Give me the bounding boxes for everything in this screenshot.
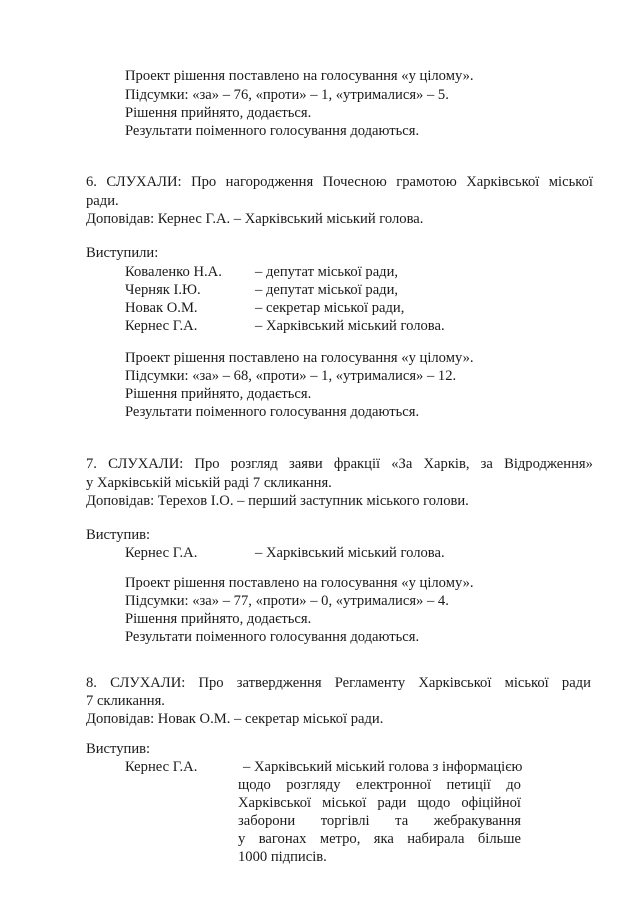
- word: більше: [477, 831, 521, 847]
- item-8-speaker: Доповідав: Новак О.М. – секретар міської ради.: [86, 711, 384, 727]
- speaker-role-line: 1000 підписів.: [238, 849, 327, 865]
- word: міської: [548, 174, 593, 190]
- speakers-heading: Виступили:: [86, 245, 159, 261]
- item-8-heading-cont: 7 скликання.: [86, 693, 165, 709]
- results-note: Результати поіменного голосування додаються.: [125, 123, 420, 139]
- word: Регламенту: [334, 675, 406, 691]
- word: ради: [561, 675, 591, 691]
- vote-results: Підсумки: «за» – 68, «проти» – 1, «утрималися» – 12.: [125, 368, 457, 384]
- speaker-role-line: [238, 776, 521, 794]
- item-6-speaker: Доповідав: Кернес Г.А. – Харківський міський голова.: [86, 211, 424, 227]
- word: торгівлі: [320, 813, 370, 829]
- word: заяви: [288, 456, 323, 472]
- decision-text: Рішення прийнято, додається.: [125, 386, 312, 402]
- word: Про: [191, 174, 217, 190]
- speaker-name: Кернес Г.А.: [125, 318, 198, 334]
- word: метро,: [319, 831, 361, 847]
- word: 6.: [86, 174, 97, 190]
- speaker-role-line: [238, 794, 521, 812]
- results-note: Результати поіменного голосування додаються.: [125, 404, 420, 420]
- speaker-role-line: [238, 830, 521, 848]
- vote-text: Проект рішення поставлено на голосування «у цілому».: [125, 350, 474, 366]
- speaker-role: – Харківський міський голова.: [255, 318, 445, 334]
- speaker-name: Кернес Г.А.: [125, 545, 198, 561]
- speakers-heading: Виступив:: [86, 741, 151, 757]
- item-7-heading-cont: у Харківській міській раді 7 скликання.: [86, 475, 332, 491]
- word: у: [238, 831, 246, 847]
- word: заборони: [238, 813, 296, 829]
- word: щодо: [238, 777, 271, 793]
- vote-text: Проект рішення поставлено на голосування «у цілому».: [125, 68, 474, 84]
- word: Почесною: [322, 174, 387, 190]
- word: офіційної: [461, 795, 521, 811]
- word: СЛУХАЛИ:: [106, 174, 182, 190]
- speaker-role-line: – Харківський міський голова з інформацією: [243, 759, 523, 775]
- word: до: [506, 777, 521, 793]
- word: Про: [194, 456, 220, 472]
- word: Харківської: [466, 174, 540, 190]
- word: за: [480, 456, 493, 472]
- word: жебракування: [433, 813, 521, 829]
- word: міської: [322, 795, 367, 811]
- vote-text: Проект рішення поставлено на голосування «у цілому».: [125, 575, 474, 591]
- word: Про: [198, 675, 224, 691]
- speaker-name: Новак О.М.: [125, 300, 198, 316]
- speaker-name: Черняк І.Ю.: [125, 282, 201, 298]
- word: вагонах: [258, 831, 307, 847]
- word: розгляд: [230, 456, 278, 472]
- speakers-heading: Виступив:: [86, 527, 151, 543]
- vote-results: Підсумки: «за» – 77, «проти» – 0, «утрималися» – 4.: [125, 593, 449, 609]
- word: фракції: [333, 456, 381, 472]
- speaker-role: – депутат міської ради,: [255, 282, 399, 298]
- word: міської: [504, 675, 549, 691]
- word: розгляду: [286, 777, 341, 793]
- decision-text: Рішення прийнято, додається.: [125, 105, 312, 121]
- word: Харківської: [238, 795, 312, 811]
- word: СЛУХАЛИ:: [110, 675, 186, 691]
- speaker-role: – секретар міської ради,: [255, 300, 405, 316]
- word: Харків,: [423, 456, 470, 472]
- item-6-heading: [86, 173, 593, 191]
- item-7-heading: [86, 455, 593, 473]
- speaker-name: Кернес Г.А.: [125, 759, 198, 775]
- item-7-speaker: Доповідав: Терехов І.О. – перший заступник міського голови.: [86, 493, 469, 509]
- speaker-name: Коваленко Н.А.: [125, 264, 222, 280]
- word: набирала: [407, 831, 465, 847]
- results-note: Результати поіменного голосування додаються.: [125, 629, 420, 645]
- word: електронної: [355, 777, 432, 793]
- decision-text: Рішення прийнято, додається.: [125, 611, 312, 627]
- speaker-role: – депутат міської ради,: [255, 264, 399, 280]
- word: затвердження: [236, 675, 322, 691]
- word: щодо: [417, 795, 451, 811]
- word: 8.: [86, 675, 97, 691]
- vote-results: Підсумки: «за» – 76, «проти» – 1, «утрималися» – 5.: [125, 87, 449, 103]
- word: ради: [377, 795, 407, 811]
- word: петиції: [446, 777, 491, 793]
- word: нагородження: [225, 174, 314, 190]
- word: 7.: [86, 456, 97, 472]
- word: та: [395, 813, 409, 829]
- word: грамотою: [396, 174, 457, 190]
- item-6-heading-cont: ради.: [86, 193, 119, 209]
- word: яка: [373, 831, 394, 847]
- speaker-role-line: [238, 812, 521, 830]
- word: Харківської: [418, 675, 492, 691]
- speaker-role: – Харківський міський голова.: [255, 545, 445, 561]
- word: СЛУХАЛИ:: [108, 456, 184, 472]
- item-8-heading: [86, 674, 591, 692]
- word: «За: [391, 456, 413, 472]
- word: Відродження»: [504, 456, 593, 472]
